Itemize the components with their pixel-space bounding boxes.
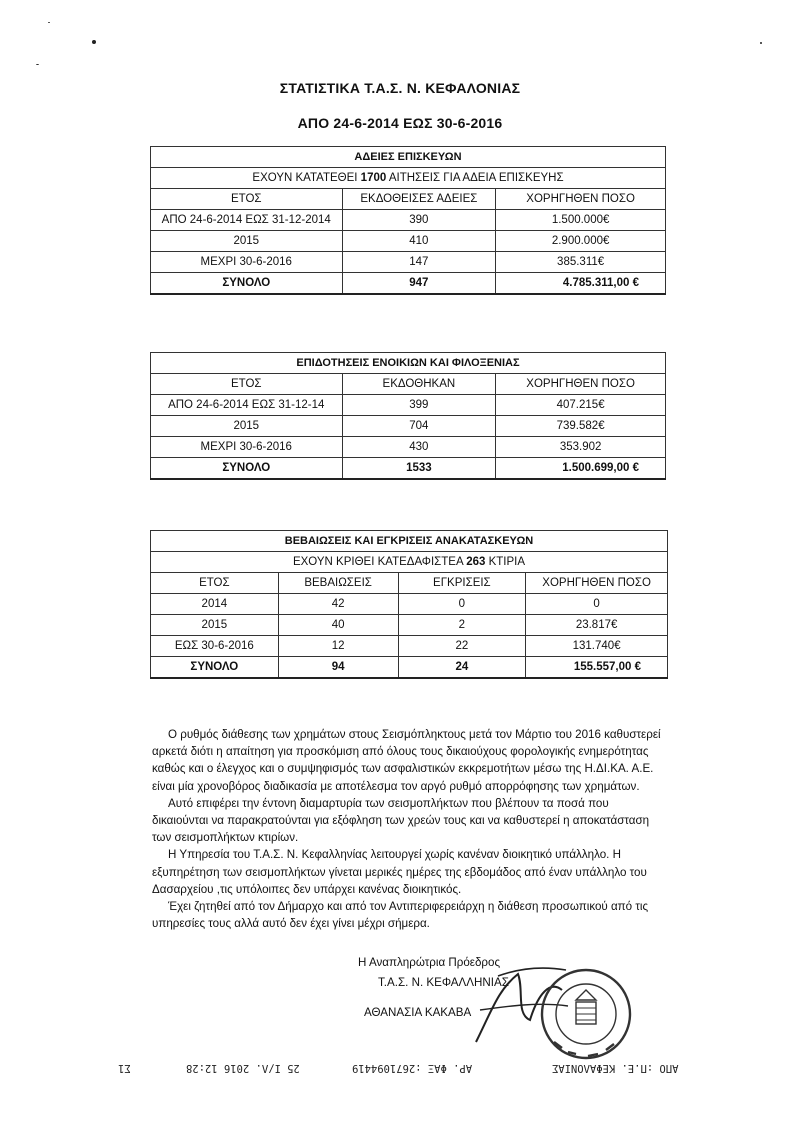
repair-permits-table [150, 146, 666, 295]
fax-sender: ΑΠΟ :Π.Ε. ΚΕΦΑΛΟΝΙΑΣ [552, 1062, 679, 1074]
table-header-row [151, 189, 666, 210]
count-cell: 410 [342, 231, 496, 252]
column-header: ΕΤΟΣ [151, 189, 343, 210]
scan-speck [48, 22, 50, 23]
total-label: ΣΥΝΟΛΟ [151, 273, 343, 295]
year-cell: ΑΠΟ 24-6-2014 ΕΩΣ 31-12-2014 [151, 210, 343, 231]
amount-cell: 131.740€ [526, 636, 668, 657]
amount-cell: 23.817€ [526, 615, 668, 636]
body-text [152, 726, 662, 932]
certs-cell: 40 [278, 615, 398, 636]
amount-cell: 0 [526, 594, 668, 615]
signatory-org: Τ.Α.Σ. Ν. ΚΕΦΑΛΛΗΝΙΑΣ [378, 976, 509, 989]
total-certs: 94 [278, 657, 398, 679]
total-amount: 4.785.311,00 € [496, 273, 666, 295]
signatory-name: ΑΘΑΝΑΣΙΑ ΚΑΚΑΒΑ [364, 1006, 472, 1019]
column-header: ΧΟΡΗΓΗΘΕΝ ΠΟΣΟ [496, 189, 666, 210]
amount-cell: 739.582€ [496, 416, 666, 437]
column-header: ΕΚΔΟΘΗΚΑΝ [342, 374, 496, 395]
total-row [151, 657, 668, 679]
table-row [151, 395, 666, 416]
year-cell: 2014 [151, 594, 279, 615]
amount-cell: 2.900.000€ [496, 231, 666, 252]
paragraph: Έχει ζητηθεί από τον Δήμαρχο και από τον Αντιπεριφερειάρχη η διάθεση προσωπικού από τις υπηρεσίες τους αλλά αυτό δεν έχει γίνει μέχρι σήμερα. [152, 900, 649, 931]
certs-cell: 42 [278, 594, 398, 615]
year-cell: 2015 [151, 615, 279, 636]
amount-cell: 385.311€ [496, 252, 666, 273]
total-label: ΣΥΝΟΛΟ [151, 458, 343, 480]
total-approvals: 24 [398, 657, 526, 679]
paragraph: Αυτό επιφέρει την έντονη διαμαρτυρία των σεισμοπλήκτων που βλέπουν τα ποσά που δικαιούνται να παρακρατούνται για εξόφληση των χρεών τους και να καθυστερεί η αποκατάσταση των σεισμοπλήκτων κτιρίων. [152, 796, 650, 845]
total-label: ΣΥΝΟΛΟ [151, 657, 279, 679]
count-cell: 399 [342, 395, 496, 416]
amount-cell: 407.215€ [496, 395, 666, 416]
rent-subsidies-table [150, 352, 666, 480]
count-cell: 704 [342, 416, 496, 437]
column-header: ΧΟΡΗΓΗΘΕΝ ΠΟΣΟ [526, 573, 668, 594]
total-amount: 1.500.699,00 € [496, 458, 666, 480]
paragraph: Η Υπηρεσία του Τ.Α.Σ. Ν. Κεφαλληνίας λειτουργεί χωρίς κανέναν διοικητικό υπάλληλο. Η εξυπηρέτηση των σεισμοπλήκτων γίνεται μερικές ημέρες της εβδομάδος από έναν υπάλληλο του Δασαρχείου ,τις υπόλοιπες δεν υπάρχει κανένας διοικητικός. [152, 848, 647, 896]
document-title: ΣΤΑΤΙΣΤΙΚΑ Τ.Α.Σ. Ν. ΚΕΦΑΛΟΝΙΑΣ [279, 80, 521, 96]
column-header: ΒΕΒΑΙΩΣΕΙΣ [278, 573, 398, 594]
table-note: ΕΧΟΥΝ ΚΡΙΘΕΙ ΚΑΤΕΔΑΦΙΣΤΕΑ 263 ΚΤΙΡΙΑ [151, 552, 668, 573]
table-header-row [151, 374, 666, 395]
column-header: ΕΤΟΣ [151, 573, 279, 594]
scan-speck [760, 42, 762, 44]
count-cell: 430 [342, 437, 496, 458]
column-header: ΕΓΚΡΙΣΕΙΣ [398, 573, 526, 594]
amount-cell: 353.902 [496, 437, 666, 458]
table-row [151, 416, 666, 437]
approvals-cell: 0 [398, 594, 526, 615]
table-row [151, 437, 666, 458]
column-header: ΕΚΔΟΘΕΙΣΕΣ ΑΔΕΙΕΣ [342, 189, 496, 210]
paragraph: Ο ρυθμός διάθεσης των χρημάτων στους Σεισμόπληκτους μετά τον Μάρτιο του 2016 καθυστερεί αρκετά διότι η απαίτηση για προσκόμιση από όλους τους δικαιούχους φορολογικής ενημερότητας καθώς και ο έλεγχος και ο συμψηφισμός των ασφαλιστικών εκκρεμοτήτων μέσω της Η.ΔΙ.ΚΑ. Α.Ε. είναι μία χρονοβόρος διαδικασία με αποτέλεσμα τον αργό ρυθμό απορρόφησης των χρημάτων. [152, 728, 661, 793]
column-header: ΕΤΟΣ [151, 374, 343, 395]
approvals-cell: 2 [398, 615, 526, 636]
column-header: ΧΟΡΗΓΗΘΕΝ ΠΟΣΟ [496, 374, 666, 395]
year-cell: ΕΩΣ 30-6-2016 [151, 636, 279, 657]
scan-speck [92, 40, 96, 44]
year-cell: ΑΠΟ 24-6-2014 ΕΩΣ 31-12-14 [151, 395, 343, 416]
official-stamp-icon [458, 950, 634, 1062]
count-cell: 147 [342, 252, 496, 273]
document-period: ΑΠΟ 24-6-2014 ΕΩΣ 30-6-2016 [297, 115, 503, 131]
amount-cell: 1.500.000€ [496, 210, 666, 231]
table-row [151, 252, 666, 273]
year-cell: ΜΕΧΡΙ 30-6-2016 [151, 252, 343, 273]
total-count: 1533 [342, 458, 496, 480]
fax-page: Σ1 [118, 1062, 131, 1074]
table-row [151, 594, 668, 615]
total-row [151, 458, 666, 480]
table-row [151, 615, 668, 636]
approvals-cell: 22 [398, 636, 526, 657]
table-row [151, 210, 666, 231]
year-cell: ΜΕΧΡΙ 30-6-2016 [151, 437, 343, 458]
signatory-role: Η Αναπληρώτρια Πρόεδρος [358, 956, 501, 969]
table-caption: ΕΠΙΔΟΤΗΣΕΙΣ ΕΝΟΙΚΙΩΝ ΚΑΙ ΦΙΛΟΞΕΝΙΑΣ [151, 353, 666, 374]
table-row [151, 636, 668, 657]
fax-number: ΑΡ. ΦΑΞ :2671094419 [352, 1062, 473, 1074]
table-caption: ΒΕΒΑΙΩΣΕΙΣ ΚΑΙ ΕΓΚΡΙΣΕΙΣ ΑΝΑΚΑΤΑΣΚΕΥΩΝ [151, 531, 668, 552]
certs-cell: 12 [278, 636, 398, 657]
table-header-row [151, 573, 668, 594]
table-row [151, 231, 666, 252]
reconstructions-table [150, 530, 668, 679]
table-caption: ΑΔΕΙΕΣ ΕΠΙΣΚΕΥΩΝ [151, 147, 666, 168]
count-cell: 390 [342, 210, 496, 231]
total-amount: 155.557,00 € [526, 657, 668, 679]
total-row [151, 273, 666, 295]
scan-speck [36, 64, 39, 65]
year-cell: 2015 [151, 231, 343, 252]
table-note: ΕΧΟΥΝ ΚΑΤΑΤΕΘΕΙ 1700 ΑΙΤΗΣΕΙΣ ΓΙΑ ΑΔΕΙΑ ΕΠΙΣΚΕΥΗΣ [151, 168, 666, 189]
fax-datetime: 25 Ι/Λ. 2016 12:28 [186, 1062, 300, 1074]
total-count: 947 [342, 273, 496, 295]
year-cell: 2015 [151, 416, 343, 437]
